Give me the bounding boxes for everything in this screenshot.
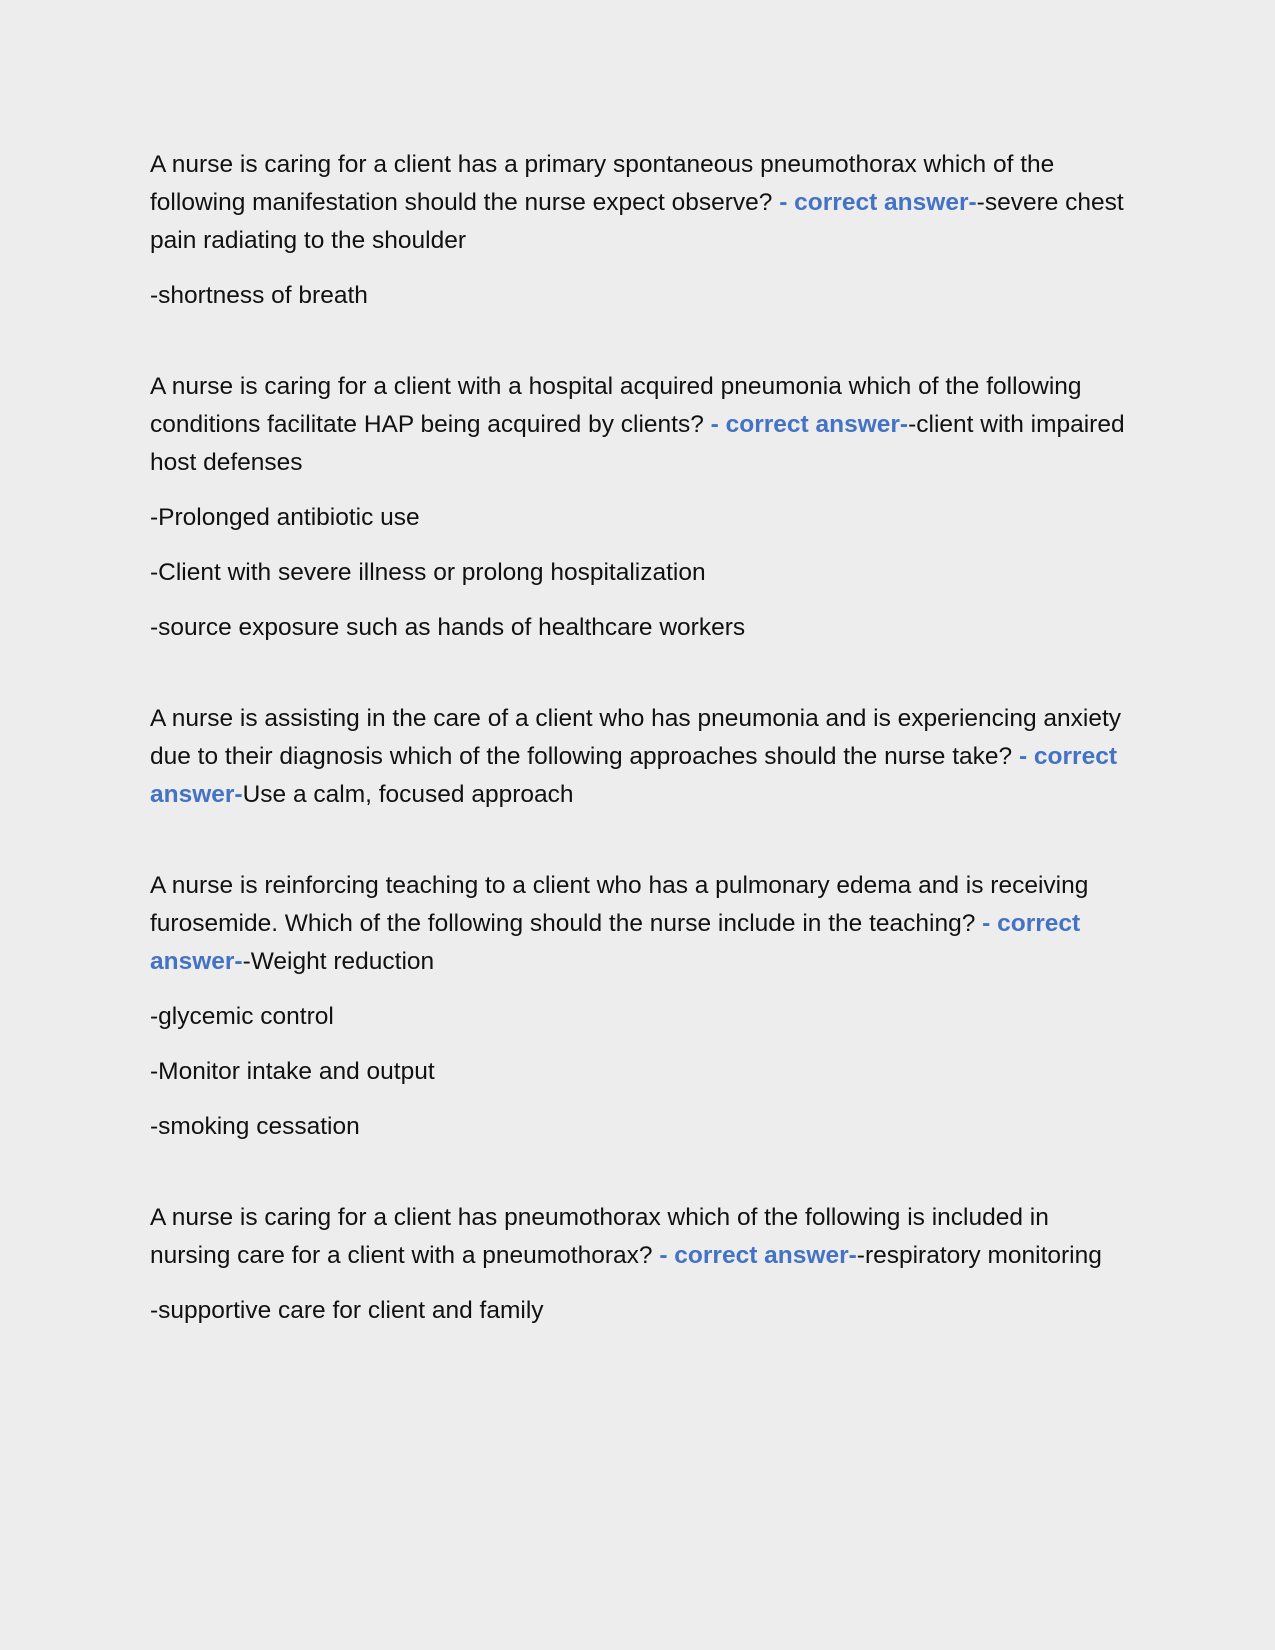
answer-option: -Client with severe illness or prolong hospitalization <box>150 559 706 586</box>
question-block-3 <box>150 700 1130 814</box>
correct-answer-marker: - correct answer- <box>150 910 1081 975</box>
answer-option: -shortness of breath <box>150 282 368 309</box>
answer-option: -Prolonged antibiotic use <box>150 504 420 531</box>
document-page <box>150 146 1130 1383</box>
answer-text: -respiratory monitoring <box>856 1242 1102 1269</box>
answer-text: -severe chest pain radiating to the shoulder <box>150 189 1124 254</box>
question-text <box>150 368 1130 482</box>
question-prompt: A nurse is reinforcing teaching to a client who has a pulmonary edema and is receiving furosemide. Which of the following should the nurse include in the teaching? <box>150 872 1089 937</box>
question-prompt: A nurse is caring for a client has a primary spontaneous pneumothorax which of the following manifestation should the nurse expect observe? <box>150 151 1055 216</box>
answer-option: -source exposure such as hands of healthcare workers <box>150 614 746 641</box>
question-block-4 <box>150 867 1130 1146</box>
answer-text: -Weight reduction <box>242 948 435 975</box>
answer-option: -smoking cessation <box>150 1113 360 1140</box>
correct-answer-marker: - correct answer- <box>779 189 977 216</box>
question-block-1 <box>150 146 1130 315</box>
question-block-2 <box>150 368 1130 647</box>
question-prompt: A nurse is assisting in the care of a client who has pneumonia and is experiencing anxiety due to their diagnosis which of the following approaches should the nurse take? <box>150 705 1122 770</box>
question-text <box>150 867 1130 981</box>
question-prompt: A nurse is caring for a client has pneumothorax which of the following is included in nursing care for a client with a pneumothorax? <box>150 1204 1049 1269</box>
question-prompt: A nurse is caring for a client with a hospital acquired pneumonia which of the following conditions facilitate HAP being acquired by clients? <box>150 373 1082 438</box>
question-text <box>150 146 1130 260</box>
question-block-5 <box>150 1199 1130 1330</box>
question-text <box>150 700 1130 814</box>
question-text <box>150 1199 1130 1275</box>
answer-text: Use a calm, focused approach <box>242 781 574 808</box>
answer-option: -Monitor intake and output <box>150 1058 435 1085</box>
correct-answer-marker: - correct answer- <box>150 743 1117 808</box>
answer-option: -supportive care for client and family <box>150 1297 544 1324</box>
answer-text: -client with impaired host defenses <box>150 411 1125 476</box>
correct-answer-marker: - correct answer- <box>659 1242 857 1269</box>
answer-option: -glycemic control <box>150 1003 334 1030</box>
correct-answer-marker: - correct answer- <box>710 411 909 438</box>
